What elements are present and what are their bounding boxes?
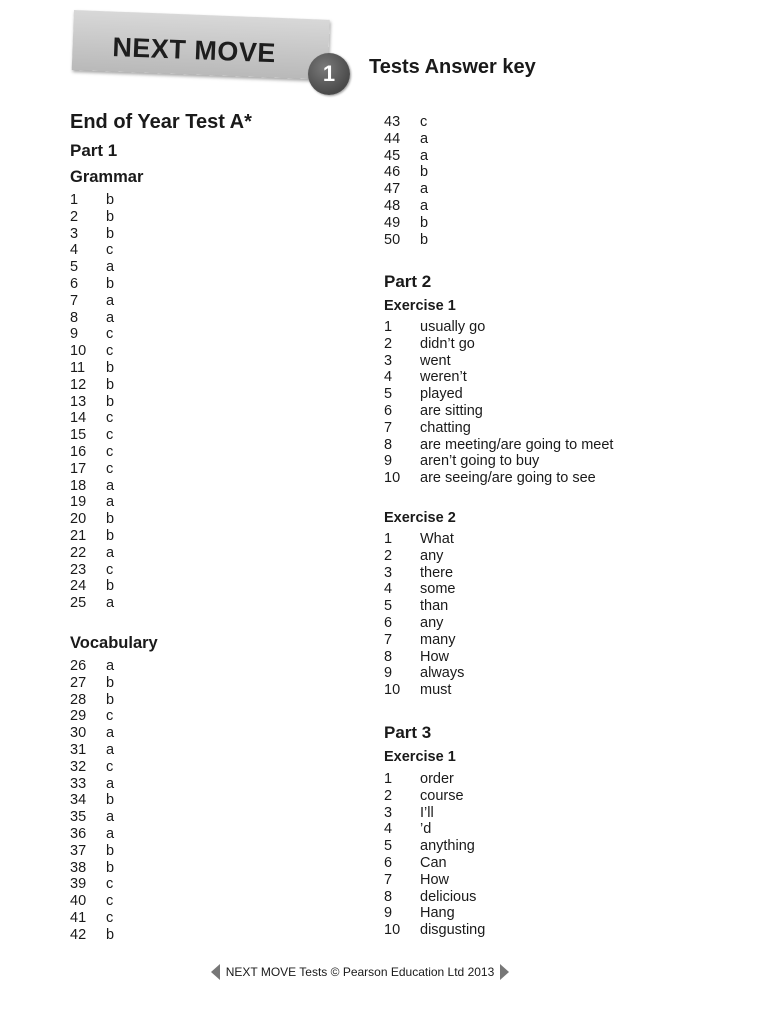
answer-number: 15 xyxy=(70,427,87,444)
answer-item xyxy=(384,336,613,353)
answer-item xyxy=(70,360,114,377)
answer-item xyxy=(70,792,114,809)
answer-value: must xyxy=(420,682,452,699)
answer-number: 5 xyxy=(384,598,393,615)
answer-value: c xyxy=(106,343,114,360)
answer-value: b xyxy=(106,674,115,691)
answer-value: b xyxy=(106,527,115,544)
answer-value: course xyxy=(420,787,464,804)
answer-value: anything xyxy=(420,838,475,855)
answer-item xyxy=(384,821,485,838)
answer-item xyxy=(70,209,114,226)
answer-value: weren’t xyxy=(420,369,467,386)
answer-number: 12 xyxy=(70,376,87,393)
answer-item xyxy=(384,470,613,487)
answer-value: chatting xyxy=(420,419,471,436)
answer-item xyxy=(384,164,428,181)
answer-number: 3 xyxy=(384,564,393,581)
answer-number: 30 xyxy=(70,725,87,742)
answer-item xyxy=(70,776,114,793)
answer-number: 1 xyxy=(384,771,393,787)
part3-exercise1-list xyxy=(384,771,485,939)
answer-value: a xyxy=(106,809,115,826)
answer-number: 34 xyxy=(70,792,87,809)
answer-value: a xyxy=(420,197,429,214)
answer-item xyxy=(70,478,114,495)
answer-value: b xyxy=(106,792,115,809)
answer-value: some xyxy=(420,581,456,598)
answer-number: 33 xyxy=(70,775,87,792)
answer-number: 6 xyxy=(384,614,393,631)
answer-item xyxy=(70,259,114,276)
answer-number: 10 xyxy=(384,922,401,939)
answer-item xyxy=(384,114,428,131)
answer-item xyxy=(70,860,114,877)
answer-item xyxy=(384,131,428,148)
answer-value: order xyxy=(420,771,454,787)
part2-exercise1-list xyxy=(384,319,613,487)
part2-exercise2-list xyxy=(384,531,464,699)
answer-number: 37 xyxy=(70,842,87,859)
answer-number: 14 xyxy=(70,410,87,427)
answer-item xyxy=(70,394,114,411)
answer-item xyxy=(70,343,114,360)
answer-value: many xyxy=(420,631,456,648)
part2-exercise1-title: Exercise 1 xyxy=(384,298,456,314)
answer-value: usually go xyxy=(420,319,486,335)
answer-item xyxy=(384,771,485,788)
answer-item xyxy=(70,494,114,511)
vocabulary-title: Vocabulary xyxy=(70,634,158,652)
answer-item xyxy=(70,427,114,444)
answer-number: 9 xyxy=(70,326,79,343)
answer-value: c xyxy=(106,460,114,477)
answer-number: 8 xyxy=(384,888,393,905)
answer-value: b xyxy=(106,691,115,708)
answer-value: didn’t go xyxy=(420,335,475,352)
answer-number: 35 xyxy=(70,809,87,826)
answer-number: 45 xyxy=(384,147,401,164)
answer-value: b xyxy=(106,225,115,242)
answer-value: b xyxy=(106,192,115,208)
answer-value: a xyxy=(106,775,115,792)
answer-value: than xyxy=(420,598,449,615)
answer-value: b xyxy=(106,393,115,410)
answer-item xyxy=(70,562,114,579)
answer-number: 7 xyxy=(384,631,393,648)
answer-number: 36 xyxy=(70,825,87,842)
answer-value: c xyxy=(106,758,114,775)
answer-number: 4 xyxy=(384,369,393,386)
answer-item xyxy=(384,788,485,805)
answer-value: a xyxy=(420,147,429,164)
answer-number: 3 xyxy=(384,804,393,821)
answer-value: a xyxy=(106,825,115,842)
answer-item xyxy=(70,276,114,293)
answer-number: 9 xyxy=(384,453,393,470)
part3-exercise1-title: Exercise 1 xyxy=(384,749,456,765)
answer-item xyxy=(384,872,485,889)
answer-item xyxy=(384,905,485,922)
answer-value: disgusting xyxy=(420,922,486,939)
vocabulary-list xyxy=(70,658,114,944)
answer-value: b xyxy=(106,359,115,376)
previous-arrow-icon xyxy=(211,964,220,980)
answer-number: 1 xyxy=(384,531,393,547)
answer-item xyxy=(70,595,114,612)
answer-item xyxy=(384,922,485,939)
answer-number: 8 xyxy=(70,309,79,326)
answer-number: 7 xyxy=(384,419,393,436)
answer-number: 2 xyxy=(384,335,393,352)
answer-item xyxy=(70,578,114,595)
answer-number: 20 xyxy=(70,511,87,528)
answer-number: 6 xyxy=(70,275,79,292)
answer-value: c xyxy=(106,326,114,343)
answer-item xyxy=(384,855,485,872)
answer-item xyxy=(384,181,428,198)
answer-item xyxy=(70,675,114,692)
answer-number: 39 xyxy=(70,876,87,893)
answer-item xyxy=(70,410,114,427)
answer-item xyxy=(70,692,114,709)
answer-value: c xyxy=(106,242,114,259)
answer-number: 10 xyxy=(70,343,87,360)
answer-value: b xyxy=(106,376,115,393)
answer-number: 8 xyxy=(384,436,393,453)
answer-number: 42 xyxy=(70,926,87,943)
answer-number: 31 xyxy=(70,741,87,758)
answer-value: b xyxy=(420,214,429,231)
answer-item xyxy=(70,511,114,528)
answer-value: c xyxy=(106,909,114,926)
answer-value: played xyxy=(420,386,463,403)
answer-number: 13 xyxy=(70,393,87,410)
answer-number: 17 xyxy=(70,460,87,477)
answer-item xyxy=(384,353,613,370)
answer-number: 4 xyxy=(70,242,79,259)
answer-value: aren’t going to buy xyxy=(420,453,540,470)
answer-item xyxy=(384,805,485,822)
answer-number: 6 xyxy=(384,402,393,419)
answer-value: ’d xyxy=(420,821,432,838)
answer-item xyxy=(384,369,613,386)
answer-value: went xyxy=(420,352,451,369)
answer-number: 10 xyxy=(384,470,401,487)
answer-value: a xyxy=(106,259,115,276)
answer-value: b xyxy=(106,275,115,292)
answer-item xyxy=(70,809,114,826)
answer-number: 49 xyxy=(384,214,401,231)
answer-number: 5 xyxy=(70,259,79,276)
answer-value: there xyxy=(420,564,454,581)
answer-value: a xyxy=(106,658,115,674)
answer-item xyxy=(70,226,114,243)
answer-item xyxy=(384,198,428,215)
part1-title: Part 1 xyxy=(70,141,118,160)
answer-item xyxy=(384,838,485,855)
answer-item xyxy=(70,310,114,327)
footer-text: NEXT MOVE Tests © Pearson Education Ltd 2013 xyxy=(225,965,495,979)
answer-value: c xyxy=(106,443,114,460)
answer-number: 44 xyxy=(384,130,401,147)
answer-number: 3 xyxy=(70,225,79,242)
answer-item xyxy=(70,725,114,742)
answer-item xyxy=(70,843,114,860)
answer-item xyxy=(384,437,613,454)
answer-item xyxy=(70,444,114,461)
answer-number: 9 xyxy=(384,665,393,682)
answer-value: a xyxy=(106,544,115,561)
answer-number: 10 xyxy=(384,682,401,699)
answer-value: How xyxy=(420,648,450,665)
answer-item xyxy=(70,927,114,944)
part2-title: Part 2 xyxy=(384,272,432,291)
answer-value: c xyxy=(106,708,114,725)
answer-value: c xyxy=(106,427,114,444)
answer-number: 43 xyxy=(384,114,401,130)
answer-value: a xyxy=(106,309,115,326)
answer-value: a xyxy=(420,181,429,198)
answer-value: c xyxy=(420,114,428,130)
brand-logo-text: NEXT MOVE xyxy=(111,32,277,69)
answer-number: 5 xyxy=(384,386,393,403)
answer-number: 7 xyxy=(384,871,393,888)
part3-title: Part 3 xyxy=(384,723,432,742)
answer-value: b xyxy=(106,511,115,528)
answer-number: 16 xyxy=(70,443,87,460)
answer-value: c xyxy=(106,876,114,893)
answer-value: Hang xyxy=(420,905,455,922)
answer-item xyxy=(384,215,428,232)
answer-value: are meeting/are going to meet xyxy=(420,436,614,453)
answer-number: 22 xyxy=(70,544,87,561)
answer-number: 29 xyxy=(70,708,87,725)
answer-item xyxy=(384,598,464,615)
answer-number: 1 xyxy=(384,319,393,335)
answer-value: a xyxy=(106,292,115,309)
answer-number: 1 xyxy=(70,192,79,208)
answer-number: 23 xyxy=(70,561,87,578)
answer-item xyxy=(70,528,114,545)
answer-number: 50 xyxy=(384,231,401,248)
answer-value: b xyxy=(106,842,115,859)
answer-value: a xyxy=(106,477,115,494)
answer-value: a xyxy=(106,494,115,511)
grammar-title: Grammar xyxy=(70,168,144,186)
level-badge: 1 xyxy=(308,53,350,95)
answer-item xyxy=(384,531,464,548)
answer-number: 47 xyxy=(384,181,401,198)
answer-item xyxy=(384,548,464,565)
answer-item xyxy=(70,242,114,259)
answer-value: a xyxy=(420,130,429,147)
answer-item xyxy=(384,453,613,470)
answer-value: delicious xyxy=(420,888,477,905)
answer-value: c xyxy=(106,893,114,910)
answer-value: any xyxy=(420,547,444,564)
answer-item xyxy=(384,649,464,666)
answer-value: a xyxy=(106,595,115,612)
answer-value: b xyxy=(106,859,115,876)
answer-number: 9 xyxy=(384,905,393,922)
answer-number: 7 xyxy=(70,292,79,309)
answer-number: 27 xyxy=(70,674,87,691)
answer-number: 4 xyxy=(384,821,393,838)
answer-item xyxy=(70,326,114,343)
answer-value: Can xyxy=(420,854,447,871)
answer-item xyxy=(70,742,114,759)
answer-item xyxy=(384,665,464,682)
answer-value: are sitting xyxy=(420,402,483,419)
answer-number: 5 xyxy=(384,838,393,855)
answer-item xyxy=(384,319,613,336)
answer-number: 40 xyxy=(70,893,87,910)
answer-item xyxy=(70,759,114,776)
answer-number: 21 xyxy=(70,527,87,544)
answer-item xyxy=(70,826,114,843)
answer-number: 2 xyxy=(384,787,393,804)
answer-item xyxy=(384,232,428,249)
answer-number: 4 xyxy=(384,581,393,598)
answer-number: 41 xyxy=(70,909,87,926)
answer-item xyxy=(384,565,464,582)
answer-value: b xyxy=(106,208,115,225)
answer-item xyxy=(384,386,613,403)
answer-item xyxy=(70,658,114,675)
answer-item xyxy=(384,615,464,632)
answer-item xyxy=(70,461,114,478)
answer-number: 25 xyxy=(70,595,87,612)
part2-exercise2-title: Exercise 2 xyxy=(384,510,456,526)
answer-value: b xyxy=(420,164,429,181)
answer-value: b xyxy=(106,578,115,595)
answer-item xyxy=(384,581,464,598)
answer-number: 38 xyxy=(70,859,87,876)
answer-number: 18 xyxy=(70,477,87,494)
answer-item xyxy=(384,632,464,649)
answer-value: How xyxy=(420,871,450,888)
test-title: End of Year Test A* xyxy=(70,111,252,133)
answer-item xyxy=(384,148,428,165)
answer-value: I’ll xyxy=(420,804,434,821)
answer-number: 32 xyxy=(70,758,87,775)
page-title: Tests Answer key xyxy=(369,56,536,78)
answer-item xyxy=(384,889,485,906)
answer-item xyxy=(384,403,613,420)
answer-item xyxy=(70,293,114,310)
answer-item xyxy=(70,377,114,394)
answer-number: 28 xyxy=(70,691,87,708)
answer-value: b xyxy=(106,926,115,943)
answer-value: a xyxy=(106,741,115,758)
answer-number: 48 xyxy=(384,197,401,214)
answer-number: 19 xyxy=(70,494,87,511)
answer-value: are seeing/are going to see xyxy=(420,470,596,487)
grammar-list xyxy=(70,192,114,612)
answer-number: 8 xyxy=(384,648,393,665)
footer xyxy=(210,963,510,981)
answer-value: a xyxy=(106,725,115,742)
answer-value: c xyxy=(106,561,114,578)
answer-number: 3 xyxy=(384,352,393,369)
answer-number: 46 xyxy=(384,164,401,181)
answer-value: any xyxy=(420,614,444,631)
answer-item xyxy=(70,545,114,562)
answer-number: 2 xyxy=(70,208,79,225)
answer-number: 11 xyxy=(70,359,86,376)
answer-item xyxy=(384,682,464,699)
answer-number: 2 xyxy=(384,547,393,564)
answer-value: What xyxy=(420,531,454,547)
answer-item xyxy=(70,876,114,893)
answer-number: 24 xyxy=(70,578,87,595)
answer-value: always xyxy=(420,665,465,682)
answer-value: c xyxy=(106,410,114,427)
answer-number: 6 xyxy=(384,854,393,871)
next-arrow-icon xyxy=(500,964,509,980)
vocabulary-list-continued xyxy=(384,114,428,248)
answer-value: b xyxy=(420,231,429,248)
answer-item xyxy=(70,910,114,927)
answer-item xyxy=(70,192,114,209)
answer-item xyxy=(70,893,114,910)
answer-number: 26 xyxy=(70,658,87,674)
answer-item xyxy=(70,708,114,725)
answer-item xyxy=(384,420,613,437)
